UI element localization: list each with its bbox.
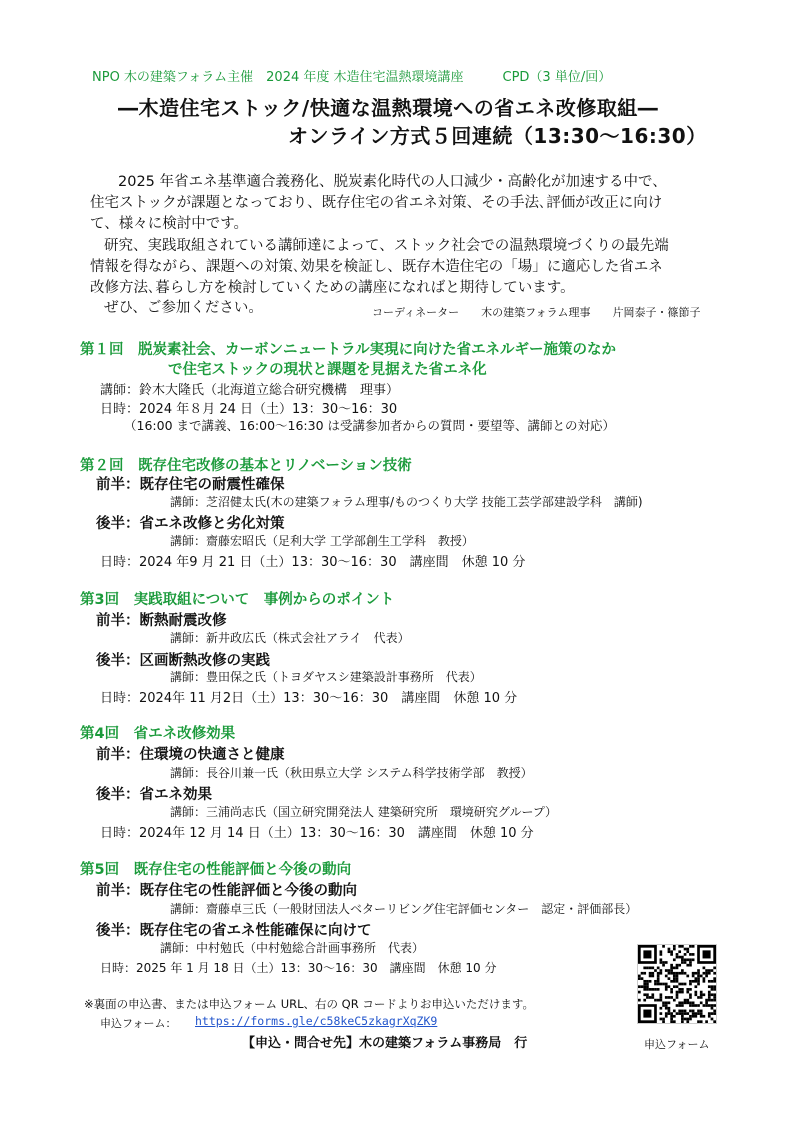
intro-line-6: 改修方法､暮らし方を検討していくための講座になればと期待しています。 xyxy=(90,280,575,296)
session-4-first-lecturer: 講師：長谷川兼一氏（秋田県立大学 システム科学技術学部 教授） xyxy=(170,766,533,780)
application-notice: ※裏面の申込書、または申込フォーム URL、右の QR コードよりお申込いただけます。 xyxy=(84,997,534,1011)
intro-line-2: 住宅ストックが課題となっており、既存住宅の省エネ対策、その手法､評価が改正に向け xyxy=(90,195,663,211)
intro-line-4: 研究、実践取組されている講師達によって、ストック社会での温熱環境づくりの最先端 xyxy=(104,238,669,254)
session-4-second-lecturer: 講師：三浦尚志氏（国立研究開発法人 建築研究所 環境研究グループ） xyxy=(170,805,557,819)
session-1-date: 日時：2024 年８月 24 日（土）13：30～16：30 xyxy=(100,402,398,417)
session-5-second-lecturer: 講師：中村勉氏（中村勉総合計画事務所 代表） xyxy=(160,941,425,955)
form-label: 申込フォーム： xyxy=(100,1017,177,1030)
session-5-first-lecturer: 講師：齋藤卓三氏（一般財団法人ベターリビング住宅評価センター 認定・評価部長） xyxy=(170,902,638,916)
qr-code-icon[interactable] xyxy=(637,944,717,1024)
session-4-first-label: 前半：住環境の快適さと健康 xyxy=(96,747,285,763)
qr-label: 申込フォーム xyxy=(644,1038,710,1051)
session-3-first-lecturer: 講師：新井政広氏（株式会社アライ 代表） xyxy=(170,631,410,645)
session-4-date: 日時：2024年 12 月 14 日（土）13：30～16：30 講座間 休憩 10 分 xyxy=(100,826,534,841)
session-2-date: 日時：2024 年9 月 21 日（土）13：30～16：30 講座間 休憩 10 分 xyxy=(100,555,526,570)
session-3-date: 日時：2024年 11 月2日（土）13：30～16：30 講座間 休憩 10 分 xyxy=(100,691,518,706)
page-subtitle: オンライン方式５回連続（13:30～16:30） xyxy=(288,124,707,148)
session-2-first-label: 前半：既存住宅の耐震性確保 xyxy=(96,477,285,493)
session-1-title: 第１回 脱炭素社会、カーボンニュートラル実現に向けた省エネルギー施策のなか xyxy=(80,342,617,358)
contact: 【申込・問合せ先】木の建築フォラム事務局 行 xyxy=(242,1036,528,1051)
session-2-first-lecturer: 講師：芝沼健太氏(木の建築フォラム理事/ものつくり大学 技能工芸学部建設学科 講師) xyxy=(170,495,643,509)
session-4-title: 第4回 省エネ改修効果 xyxy=(80,726,236,742)
session-1-lecturer: 講師：鈴木大隆氏（北海道立総合研究機構 理事） xyxy=(100,383,400,398)
session-2-second-lecturer: 講師：齋藤宏昭氏（足利大学 工学部創生工学科 教授） xyxy=(170,534,474,548)
session-5-first-label: 前半：既存住宅の性能評価と今後の動向 xyxy=(96,883,357,899)
intro-line-5: 情報を得ながら、課題への対策､効果を検証し、既存木造住宅の「場」に適応した省エネ xyxy=(90,259,663,275)
session-4-second-label: 後半：省エネ効果 xyxy=(96,787,212,803)
session-2-second-label: 後半：省エネ改修と劣化対策 xyxy=(96,516,285,532)
session-3-title: 第3回 実践取組について 事例からのポイント xyxy=(80,592,395,608)
intro-line-3: て、様々に検討中です。 xyxy=(90,216,249,232)
coordinator: コーディネーター 木の建築フォラム理事 片岡泰子・篠節子 xyxy=(372,306,701,319)
session-5-date: 日時：2025 年 1 月 18 日（土）13：30～16：30 講座間 休憩 10 分 xyxy=(100,961,497,975)
session-2-title: 第２回 既存住宅改修の基本とリノベーション技術 xyxy=(80,458,412,474)
header-line: NPO 木の建築フォラム主催 2024 年度 木造住宅温熱環境講座 CPD（3 単位/回） xyxy=(92,70,612,85)
page-title: ―木造住宅ストック/快適な温熱環境への省エネ改修取組― xyxy=(118,96,659,120)
session-3-first-label: 前半：断熱耐震改修 xyxy=(96,613,227,629)
intro-line-7: ぜひ、ご参加ください。 xyxy=(104,300,263,316)
intro-line-1: 2025 年省エネ基準適合義務化、脱炭素化時代の人口減少・高齢化が加速する中で、 xyxy=(118,174,667,190)
session-1-note: （16:00 まで講義、16:00～16:30 は受講参加者からの質問・要望等、講師との対応） xyxy=(124,418,616,433)
session-1-title-cont: で住宅ストックの現状と課題を見据えた省エネ化 xyxy=(168,362,487,378)
session-5-second-label: 後半：既存住宅の省エネ性能確保に向けて xyxy=(96,923,372,939)
session-3-second-label: 後半：区画断熱改修の実践 xyxy=(96,653,270,669)
form-url-link[interactable]: https://forms.gle/c58keC5zkagrXqZK9 xyxy=(195,1014,438,1028)
session-5-title: 第5回 既存住宅の性能評価と今後の動向 xyxy=(80,862,352,878)
session-3-second-lecturer: 講師：豊田保之氏（トヨダヤスシ建築設計事務所 代表） xyxy=(170,670,482,684)
